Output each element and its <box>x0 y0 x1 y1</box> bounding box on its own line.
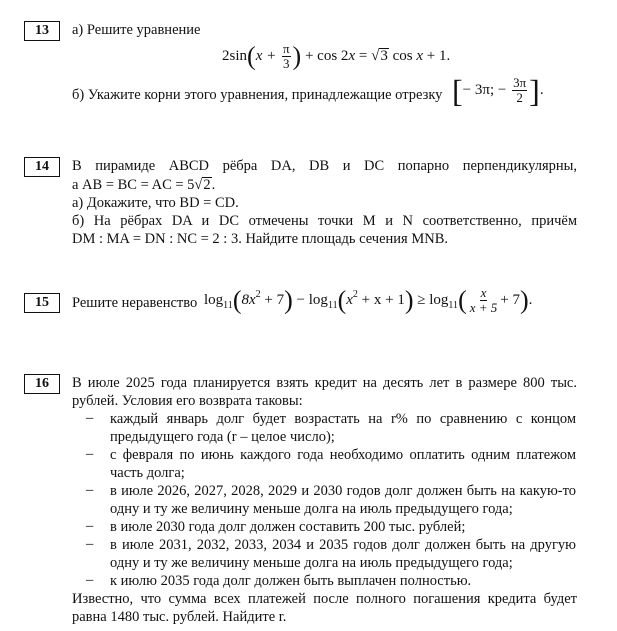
frac-num: 3π <box>513 75 527 90</box>
p14-line-5: DM : MA = DN : NC = 2 : 3. Найдите площадь сечения MNB. <box>72 231 449 247</box>
p16-item-6-l1: к июлю 2035 года долг должен быть выплачен полностью. <box>110 573 472 589</box>
eq-rest-a: + cos 2 <box>304 47 349 64</box>
arg1a: 8x <box>241 291 256 308</box>
paren-open-2: ( <box>337 285 347 315</box>
log-base-1: 11 <box>223 299 233 311</box>
log-base-3: 11 <box>448 299 459 311</box>
p16-outro-2: равна 1480 тыс. рублей. Найдите r. <box>72 609 287 625</box>
interval-left: − 3π; − <box>462 81 507 98</box>
eq-x3: x <box>416 47 423 64</box>
eq-lead: 2sin <box>222 47 248 64</box>
paren-open: ( <box>232 285 242 315</box>
paren-open-3: ( <box>458 285 467 315</box>
p15-inequality <box>204 286 532 315</box>
p14-sqrt2: 2 <box>203 177 211 193</box>
eq-x2: x <box>348 47 356 64</box>
problem-number-16: 16 <box>24 374 60 394</box>
p16-intro-1: В июле 2025 года планируется взять кредит на десять лет в размере 800 тыс. <box>72 375 577 391</box>
p16-item-3-l2: одну и ту же величину меньше долга на июль предыдущего года; <box>110 501 513 517</box>
frac-den: 3 <box>283 56 290 71</box>
p14-line-1: В пирамиде ABCD рёбра DA, DB и DC попарно перпендикулярны, <box>72 158 577 174</box>
bullet-dash: – <box>86 572 94 588</box>
bracket-close: ] <box>529 72 540 109</box>
bullet-dash: – <box>86 518 94 534</box>
p14-line-2-text: а AB = BC = AC = 5 <box>72 177 195 193</box>
p14-line-4: б) На рёбрах DA и DC отмечены точки M и N соответственно, причём <box>72 213 577 229</box>
eq-rest-b: = <box>355 47 372 64</box>
log-3: ≥ log <box>417 291 449 308</box>
p13-part-a: а) Решите уравнение <box>72 22 201 38</box>
p16-intro-2: рублей. Условия его возврата таковы: <box>72 393 303 409</box>
bullet-dash: – <box>86 536 94 552</box>
p16-item-2-l2: часть долга; <box>110 465 185 481</box>
p14-line-2-end: . <box>211 177 216 193</box>
bullet-dash: – <box>86 410 94 426</box>
paren-close-3: ) <box>520 285 529 315</box>
p14-line-2: а AB = BC = AC = 5√2. <box>72 177 216 193</box>
plus7: + 7 <box>500 291 520 308</box>
p16-item-2-l1: с февраля по июнь каждого года необходимо оплатить одним платежом <box>110 447 576 463</box>
paren-close: ) <box>292 41 302 71</box>
log-1: log <box>204 291 224 308</box>
p15-text: Решите неравенство <box>72 295 198 311</box>
problem-number-15: 15 <box>24 293 60 313</box>
p16-item-3-l1: в июле 2026, 2027, 2028, 2029 и 2030 годов долг должен быть на какую-то <box>110 483 576 499</box>
eq-x-plus: x + <box>255 47 277 64</box>
p15-dot: . <box>528 291 533 308</box>
arg2a: x <box>346 291 353 308</box>
problem-number-13: 13 <box>24 21 60 41</box>
arg1b: + 7 <box>260 291 285 308</box>
interval-frac <box>512 76 527 105</box>
frac-num: x <box>480 285 487 300</box>
interval-end: . <box>539 81 544 98</box>
exp-1: 2 <box>255 288 261 300</box>
eq-rest-d: + 1. <box>422 47 451 64</box>
bullet-dash: – <box>86 446 94 462</box>
paren-close: ) <box>284 285 293 315</box>
frac-num: π <box>282 41 290 56</box>
frac-den: 2 <box>516 90 523 105</box>
p16-item-5-l2: одну и ту же величину меньше долга на июль предыдущего года; <box>110 555 513 571</box>
bracket-open: [ <box>452 72 463 109</box>
exp-2: 2 <box>352 288 358 300</box>
paren-close-2: ) <box>404 285 414 315</box>
p16-outro-1: Известно, что сумма всех платежей после полного погашения кредита будет <box>72 591 577 607</box>
problem-number-14: 14 <box>24 157 60 177</box>
log-base-2: 11 <box>327 299 338 311</box>
eq-rest-c: cos <box>388 47 417 64</box>
p14-line-3: а) Докажите, что BD = CD. <box>72 195 239 211</box>
x-over-x5 <box>469 286 499 315</box>
arg2b: + x + 1 <box>357 291 405 308</box>
paren-open: ( <box>247 41 256 71</box>
p13-equation: 2sin(x + $\frac{\pi}{3}$ ) + cos 2x = √3 cos x + 1. <box>222 41 451 71</box>
log-2: − log <box>296 291 328 308</box>
p16-item-4-l1: в июле 2030 года долг должен составить 200 тыс. рублей; <box>110 519 466 535</box>
pi-over-3 <box>282 42 291 71</box>
frac-den: x + 5 <box>469 300 498 315</box>
p16-item-1-l2: предыдущего года (r – целое число); <box>110 429 335 445</box>
bullet-dash: – <box>86 482 94 498</box>
eq-sqrt3: 3 <box>380 47 388 64</box>
p16-item-5-l1: в июле 2031, 2032, 2033, 2034 и 2035 годов долг должен быть на другую <box>110 537 576 553</box>
p13-interval <box>452 72 544 109</box>
p13-part-b: б) Укажите корни этого уравнения, принадлежащие отрезку <box>72 87 443 103</box>
p16-item-1-l1: каждый январь долг будет возрастать на r% по сравнению с концом <box>110 411 576 427</box>
